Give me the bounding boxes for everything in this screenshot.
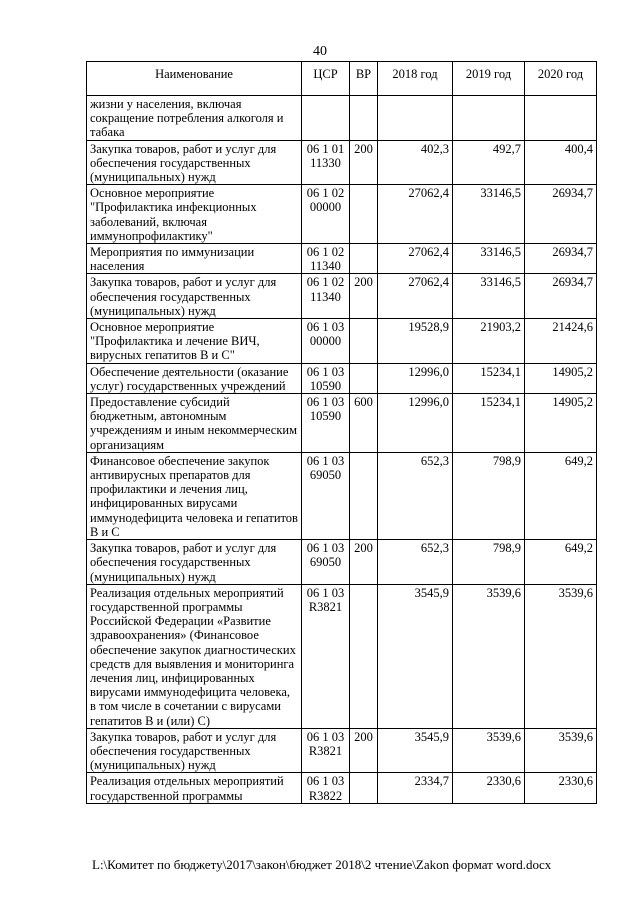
header-name: Наименование xyxy=(87,62,302,96)
table-row xyxy=(87,140,597,185)
cell-vr xyxy=(350,452,378,539)
cell-name: Основное мероприятие "Профилактика инфекционных заболеваний, включая иммунопрофилактику" xyxy=(87,185,302,244)
header-vr: ВР xyxy=(350,62,378,96)
cell-vr: 200 xyxy=(350,274,378,319)
cell-2019: 15234,1 xyxy=(453,363,525,393)
cell-name: Обеспечение деятельности (оказание услуг) государственных учреждений xyxy=(87,363,302,393)
cell-2020: 649,2 xyxy=(525,452,597,539)
cell-2019 xyxy=(453,96,525,141)
cell-name: Предоставление субсидий бюджетным, автономным учреждениям и иным некоммерческим организациям xyxy=(87,394,302,453)
cell-2018 xyxy=(378,96,453,141)
table-row xyxy=(87,244,597,274)
cell-2020: 26934,7 xyxy=(525,244,597,274)
cell-2019: 33146,5 xyxy=(453,185,525,244)
cell-name: Реализация отдельных мероприятий государственной программы Российской Федерации «Развитие здравоохранения» (Финансовое обеспечение закупок диагностических средств для выявления и мониторинга лечения лиц, инфицированных вирусами иммунодефицита человека, в том числе в сочетании с вирусами гепатитов В и (или) С) xyxy=(87,584,302,728)
table-row xyxy=(87,185,597,244)
cell-2018: 3545,9 xyxy=(378,584,453,728)
cell-vr: 200 xyxy=(350,728,378,773)
cell-2018: 402,3 xyxy=(378,140,453,185)
cell-vr xyxy=(350,584,378,728)
cell-csr: 06 1 01 11330 xyxy=(302,140,350,185)
header-2018: 2018 год xyxy=(378,62,453,96)
cell-name: Мероприятия по иммунизации населения xyxy=(87,244,302,274)
cell-2019: 2330,6 xyxy=(453,773,525,803)
cell-2019: 15234,1 xyxy=(453,394,525,453)
cell-2020: 14905,2 xyxy=(525,394,597,453)
cell-2019: 3539,6 xyxy=(453,584,525,728)
cell-2019: 33146,5 xyxy=(453,274,525,319)
file-path-footer: L:\Комитет по бюджету\2017\закон\бюджет 2018\2 чтение\Zakon формат word.docx xyxy=(92,857,552,872)
cell-csr: 06 1 03 10590 xyxy=(302,363,350,393)
cell-2020: 26934,7 xyxy=(525,274,597,319)
cell-csr: 06 1 03 R3821 xyxy=(302,584,350,728)
cell-csr: 06 1 02 11340 xyxy=(302,274,350,319)
table-row xyxy=(87,96,597,141)
cell-vr: 200 xyxy=(350,140,378,185)
cell-csr: 06 1 03 10590 xyxy=(302,394,350,453)
cell-2018: 27062,4 xyxy=(378,244,453,274)
cell-vr: 200 xyxy=(350,540,378,585)
cell-name: Реализация отдельных мероприятий государственной программы xyxy=(87,773,302,803)
cell-csr: 06 1 03 R3822 xyxy=(302,773,350,803)
table-row xyxy=(87,319,597,364)
header-2020: 2020 год xyxy=(525,62,597,96)
cell-2018: 27062,4 xyxy=(378,185,453,244)
cell-vr xyxy=(350,773,378,803)
table-row xyxy=(87,394,597,453)
cell-vr xyxy=(350,319,378,364)
table-row xyxy=(87,452,597,539)
cell-name: Финансовое обеспечение закупок антивирусных препаратов для профилактики и лечения лиц, инфицированных вирусами иммунодефицита человека и гепатитов В и С xyxy=(87,452,302,539)
cell-2018: 19528,9 xyxy=(378,319,453,364)
header-row xyxy=(87,62,597,96)
cell-2018: 2334,7 xyxy=(378,773,453,803)
cell-2018: 652,3 xyxy=(378,452,453,539)
table-row xyxy=(87,363,597,393)
header-csr: ЦСР xyxy=(302,62,350,96)
cell-2018: 3545,9 xyxy=(378,728,453,773)
cell-vr xyxy=(350,96,378,141)
cell-vr xyxy=(350,244,378,274)
cell-csr: 06 1 03 R3821 xyxy=(302,728,350,773)
header-2019: 2019 год xyxy=(453,62,525,96)
cell-2019: 3539,6 xyxy=(453,728,525,773)
table-row xyxy=(87,728,597,773)
cell-2020: 21424,6 xyxy=(525,319,597,364)
cell-vr xyxy=(350,185,378,244)
cell-2018: 27062,4 xyxy=(378,274,453,319)
table-row xyxy=(87,274,597,319)
cell-2019: 798,9 xyxy=(453,540,525,585)
cell-2018: 12996,0 xyxy=(378,394,453,453)
cell-name: Закупка товаров, работ и услуг для обеспечения государственных (муниципальных) нужд xyxy=(87,540,302,585)
cell-name: Закупка товаров, работ и услуг для обеспечения государственных (муниципальных) нужд xyxy=(87,274,302,319)
table-row xyxy=(87,773,597,803)
cell-2020 xyxy=(525,96,597,141)
cell-2019: 492,7 xyxy=(453,140,525,185)
cell-2019: 21903,2 xyxy=(453,319,525,364)
cell-csr: 06 1 03 00000 xyxy=(302,319,350,364)
budget-table xyxy=(86,61,597,804)
cell-name: Основное мероприятие "Профилактика и лечение ВИЧ, вирусных гепатитов В и С" xyxy=(87,319,302,364)
cell-csr: 06 1 02 11340 xyxy=(302,244,350,274)
cell-2019: 33146,5 xyxy=(453,244,525,274)
cell-2018: 12996,0 xyxy=(378,363,453,393)
cell-name: жизни у населения, включая сокращение потребления алкоголя и табака xyxy=(87,96,302,141)
cell-2020: 2330,6 xyxy=(525,773,597,803)
cell-2018: 652,3 xyxy=(378,540,453,585)
cell-2020: 400,4 xyxy=(525,140,597,185)
cell-name: Закупка товаров, работ и услуг для обеспечения государственных (муниципальных) нужд xyxy=(87,728,302,773)
cell-csr: 06 1 02 00000 xyxy=(302,185,350,244)
cell-2020: 14905,2 xyxy=(525,363,597,393)
cell-2020: 649,2 xyxy=(525,540,597,585)
cell-vr: 600 xyxy=(350,394,378,453)
cell-vr xyxy=(350,363,378,393)
table-row xyxy=(87,540,597,585)
cell-name: Закупка товаров, работ и услуг для обеспечения государственных (муниципальных) нужд xyxy=(87,140,302,185)
page-number: 40 xyxy=(313,44,327,59)
cell-csr: 06 1 03 69050 xyxy=(302,540,350,585)
cell-2020: 3539,6 xyxy=(525,584,597,728)
cell-2020: 26934,7 xyxy=(525,185,597,244)
cell-csr xyxy=(302,96,350,141)
cell-2020: 3539,6 xyxy=(525,728,597,773)
table-row xyxy=(87,584,597,728)
cell-2019: 798,9 xyxy=(453,452,525,539)
cell-csr: 06 1 03 69050 xyxy=(302,452,350,539)
